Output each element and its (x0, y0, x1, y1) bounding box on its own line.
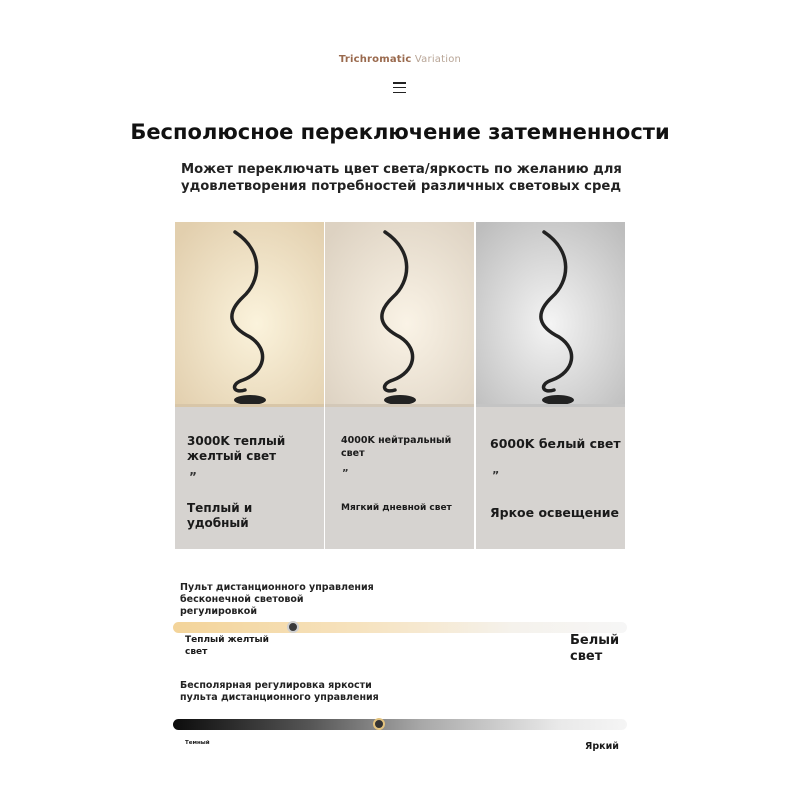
bright-end-label: Яркий (585, 741, 619, 752)
mode-label-warm: 3000K теплый желтый свет (187, 434, 286, 463)
mode-desc-white: Яркое освещение (490, 505, 620, 520)
lamp-photo-white (476, 222, 625, 407)
white-end-label: Белый свет (570, 633, 620, 664)
lamp-photo-neutral (325, 222, 474, 407)
color-temperature-knob[interactable] (287, 621, 299, 633)
quote-mark-white: ” (492, 469, 500, 482)
brand-light: Variation (414, 54, 462, 65)
mode-desc-neutral: Мягкий дневной свет (341, 503, 452, 513)
warm-end-label: Теплый желтый свет (185, 635, 269, 657)
brand-strong: Trichromatic (338, 54, 412, 65)
brand-caption (0, 54, 800, 65)
mode-panel-neutral (325, 222, 474, 549)
mode-panel-warm (175, 222, 324, 549)
dark-end-label: Темный (185, 740, 210, 746)
quote-mark-warm: ” (189, 470, 197, 484)
mode-desc-warm: Теплый и удобный (187, 501, 253, 530)
brightness-slider[interactable] (173, 719, 627, 730)
quote-mark-neutral: ” (342, 468, 349, 479)
menu-icon[interactable] (393, 82, 406, 94)
brightness-knob[interactable] (373, 718, 385, 730)
page-subtitle: Может переключать цвет света/яркость по желанию для удовлетворения потребностей различных световых сред (181, 162, 622, 194)
lamp-photo-warm (175, 222, 324, 407)
mode-label-white: 6000K белый свет (490, 436, 621, 451)
brightness-control-label: Бесполярная регулировка яркости пульта дистанционного управления (180, 680, 379, 703)
page-title: Бесполюсное переключение затемненности (130, 120, 670, 144)
light-modes (175, 222, 625, 549)
mode-panel-white (476, 222, 625, 549)
color-control-label: Пульт дистанционного управления бесконечной световой регулировкой (180, 582, 374, 617)
color-temperature-slider[interactable] (173, 622, 627, 633)
mode-label-neutral: 4000K нейтральный свет (341, 435, 452, 459)
